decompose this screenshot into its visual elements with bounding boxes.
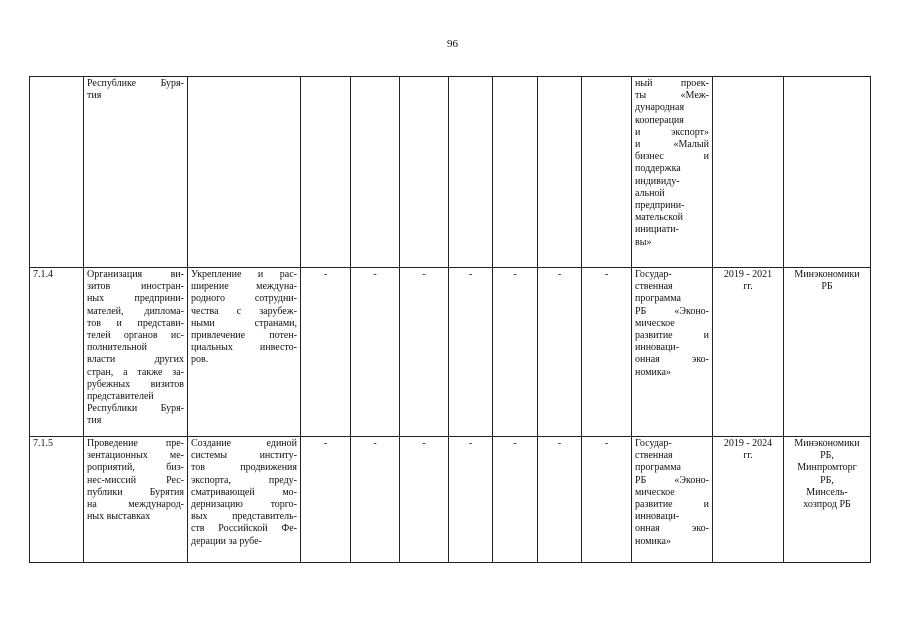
event-name-cell-line: рубежных визитов <box>87 378 184 390</box>
event-name-cell-line: публики Бурятия <box>87 486 184 498</box>
expected-result-cell-line: привлечение потен- <box>191 330 297 342</box>
program-cell-line: программа <box>635 462 681 474</box>
executor-cell-line: РБ <box>821 281 833 293</box>
page-number: 96 <box>447 38 458 50</box>
program-cell-line: предприни- <box>635 200 685 212</box>
event-name-cell-line: ных выставках <box>87 511 151 523</box>
event-name-cell-line: Республике Буря- <box>87 78 184 89</box>
program-cell-line: онная эко- <box>635 354 709 366</box>
indicator-cell <box>351 77 400 268</box>
expected-result-cell-line: Создание единой <box>191 438 297 449</box>
indicator-cell: - <box>351 268 400 437</box>
program-cell-line: индивиду- <box>635 175 680 187</box>
table-row <box>30 437 871 563</box>
indicator-cell <box>400 77 449 268</box>
program-cell-line: развитие и <box>635 499 709 511</box>
row-number <box>30 77 84 268</box>
row-number: 7.1.5 <box>30 437 84 563</box>
program-cell-line: ный проек- <box>635 78 709 89</box>
program-cell-line: альной <box>635 187 665 199</box>
program-cell-line: мическое <box>635 486 675 498</box>
program-cell <box>632 437 713 563</box>
program-cell-line: ственная <box>635 450 673 462</box>
expected-result-cell-line: чества с зарубеж- <box>191 305 297 317</box>
program-cell <box>632 77 713 268</box>
expected-result-cell-line: ными странами, <box>191 317 297 329</box>
table-row <box>30 77 871 268</box>
indicator-cell <box>538 77 582 268</box>
event-name-cell <box>84 77 188 268</box>
expected-result-cell-line: дернизацию торго- <box>191 499 297 511</box>
executor-cell <box>784 268 871 437</box>
program-cell <box>632 268 713 437</box>
indicator-cell <box>301 77 351 268</box>
event-name-cell-line: на международ- <box>87 499 184 511</box>
event-name-cell-line: тия <box>87 90 102 102</box>
expected-result-cell-line: родного сотрудни- <box>191 293 297 305</box>
program-cell-line: и «Малый <box>635 139 709 151</box>
expected-result-cell <box>188 437 301 563</box>
indicator-cell: - <box>493 268 538 437</box>
event-name-cell-line: нес-миссий Рес- <box>87 474 184 486</box>
event-name-cell-line: Проведение пре- <box>87 438 184 449</box>
expected-result-cell-line: ств Российской Фе- <box>191 523 297 535</box>
expected-result-cell-line: вых представитель- <box>191 511 297 523</box>
program-cell-line: дународная <box>635 102 685 114</box>
event-name-cell-line: Республики Буря- <box>87 403 184 415</box>
indicator-cell: - <box>449 268 493 437</box>
table-row <box>30 268 871 437</box>
program-cell-line: номика» <box>635 535 671 547</box>
event-name-cell-line: власти других <box>87 354 184 366</box>
event-name-cell-line: роприятий, биз- <box>87 462 184 474</box>
expected-result-cell-line: тов продвижения <box>191 462 297 474</box>
indicator-cell: - <box>582 268 632 437</box>
period-cell <box>713 77 784 268</box>
event-name-cell-line: зентационных ме- <box>87 450 184 462</box>
program-cell-line: ты «Меж- <box>635 90 709 102</box>
program-cell-line: РБ «Эконо- <box>635 305 709 317</box>
program-cell-line: инноваци- <box>635 511 680 523</box>
program-cell-line: онная эко- <box>635 523 709 535</box>
executor-cell <box>784 437 871 563</box>
period-cell-line: 2019 - 2024 <box>723 438 773 449</box>
event-name-cell <box>84 437 188 563</box>
event-name-cell-line: тов и представи- <box>87 317 184 329</box>
executor-cell-line: Минэкономики <box>794 269 860 280</box>
program-cell-line: мательской <box>635 212 683 224</box>
expected-result-cell-line: системы институ- <box>191 450 297 462</box>
executor-cell <box>784 77 871 268</box>
event-name-cell-line: зитов иностран- <box>87 281 184 293</box>
program-cell-line: Государ- <box>635 438 672 449</box>
event-name-cell-line: телей органов ис- <box>87 330 184 342</box>
executor-cell-line: хозпрод РБ <box>803 499 851 511</box>
event-name-cell-line: Организация ви- <box>87 269 184 280</box>
event-name-cell-line: ных предприни- <box>87 293 184 305</box>
indicator-cell: - <box>351 437 400 563</box>
executor-cell-line: Минэкономики <box>794 438 860 449</box>
program-cell-line: бизнес и <box>635 151 709 163</box>
indicator-cell: - <box>301 268 351 437</box>
program-cell-line: вы» <box>635 236 652 248</box>
period-cell-line: гг. <box>743 450 753 462</box>
program-cell-line: ственная <box>635 281 673 293</box>
indicator-cell: - <box>538 437 582 563</box>
program-cell-line: инноваци- <box>635 342 680 354</box>
program-cell-line: программа <box>635 293 681 305</box>
expected-result-cell-line: сматривающей мо- <box>191 486 297 498</box>
event-name-cell-line: стран, а также за- <box>87 366 184 378</box>
program-cell-line: и экспорт» <box>635 126 709 138</box>
executor-cell-line: РБ, <box>820 450 834 462</box>
executor-cell-line: Минпромторг <box>797 462 857 474</box>
indicator-cell: - <box>400 268 449 437</box>
expected-result-cell-line: циальных инвесто- <box>191 342 297 354</box>
row-number: 7.1.4 <box>30 268 84 437</box>
program-cell-line: кооперация <box>635 114 684 126</box>
event-name-cell-line: полнительной <box>87 342 147 354</box>
period-cell <box>713 437 784 563</box>
program-cell-line: поддержка <box>635 163 681 175</box>
indicator-cell: - <box>493 437 538 563</box>
period-cell <box>713 268 784 437</box>
event-name-cell <box>84 268 188 437</box>
indicator-cell <box>449 77 493 268</box>
executor-cell-line: РБ, <box>820 474 834 486</box>
indicator-cell <box>493 77 538 268</box>
indicator-cell: - <box>449 437 493 563</box>
program-cell-line: развитие и <box>635 330 709 342</box>
expected-result-cell <box>188 268 301 437</box>
program-cell-line: номика» <box>635 366 671 378</box>
program-cell-line: мическое <box>635 317 675 329</box>
indicator-cell <box>582 77 632 268</box>
executor-cell-line: Минсель- <box>806 486 848 498</box>
expected-result-cell-line: ширение междуна- <box>191 281 297 293</box>
expected-result-cell-line: экспорта, преду- <box>191 474 297 486</box>
indicator-cell: - <box>301 437 351 563</box>
program-table <box>29 76 871 563</box>
period-cell-line: гг. <box>743 281 753 293</box>
program-cell-line: инициати- <box>635 224 679 236</box>
program-cell-line: Государ- <box>635 269 672 280</box>
program-cell-line: РБ «Эконо- <box>635 474 709 486</box>
indicator-cell: - <box>582 437 632 563</box>
indicator-cell: - <box>400 437 449 563</box>
event-name-cell-line: тия <box>87 415 102 427</box>
expected-result-cell-line: ров. <box>191 354 209 366</box>
event-name-cell-line: представителей <box>87 391 154 403</box>
indicator-cell: - <box>538 268 582 437</box>
expected-result-cell-line: Укрепление и рас- <box>191 269 297 280</box>
expected-result-cell <box>188 77 301 268</box>
event-name-cell-line: мателей, диплома- <box>87 305 184 317</box>
period-cell-line: 2019 - 2021 <box>723 269 773 280</box>
expected-result-cell-line: дерации за рубе- <box>191 535 262 547</box>
